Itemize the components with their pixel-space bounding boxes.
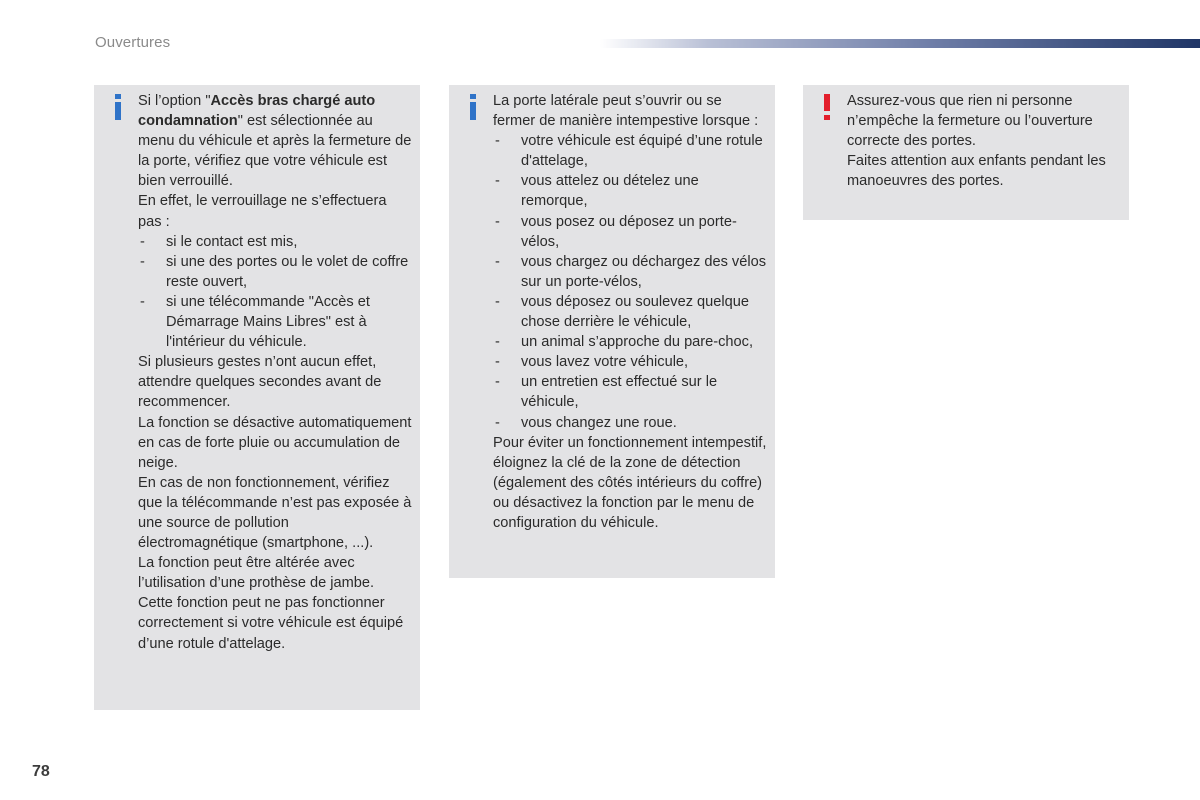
intro-prefix: Si l’option ": [138, 93, 211, 109]
list-item: - si une des portes ou le volet de coffre reste ouvert,: [140, 253, 409, 290]
condition-list: [138, 232, 412, 353]
header-gradient-bar: [600, 39, 1200, 48]
info-box-content: [493, 91, 767, 533]
warning-box-doors: [803, 85, 1129, 220]
list-item: - vous déposez ou soulevez quelque chose derrière le véhicule,: [495, 293, 749, 331]
list-item: - un entretien est effectué sur le véhicule,: [495, 374, 718, 411]
intro-paragraph: La porte latérale peut s’ouvrir ou se fermer de manière intempestive lorsque :: [493, 93, 759, 130]
intro-suffix: " est sélectionnée au menu du véhicule et après la fermeture de la porte, vérifiez que votre véhicule est bien verrouillé.: [138, 113, 412, 190]
warning-box-content: [847, 91, 1121, 191]
list-item: - votre véhicule est équipé d’une rotule d'attelage,: [495, 133, 763, 170]
info-box-content: [138, 91, 412, 654]
intro-paragraph: [138, 91, 412, 191]
info-box-side-door: [449, 85, 775, 578]
paragraph: La fonction se désactive automatiquement en cas de forte pluie ou accumulation de neige.: [138, 414, 412, 471]
info-box-auto-lock: [94, 85, 420, 710]
paragraph: Faites attention aux enfants pendant les manoeuvres des portes.: [847, 153, 1106, 190]
option-name: Accès bras chargé auto condamnation: [138, 93, 376, 130]
page-number: 78: [32, 763, 50, 780]
list-item: - vous lavez votre véhicule,: [495, 354, 689, 371]
list-item: - vous chargez ou déchargez des vélos sur un porte-vélos,: [495, 253, 767, 290]
info-icon: [467, 94, 479, 120]
info-icon: [112, 94, 124, 120]
cause-list: [493, 131, 767, 432]
paragraph: La fonction peut être altérée avec l’utilisation d’une prothèse de jambe.: [138, 555, 375, 592]
list-item: - vous attelez ou dételez une remorque,: [495, 173, 699, 210]
list-item: - vous posez ou déposez un porte-vélos,: [495, 213, 737, 250]
outro-paragraph: Pour éviter un fonctionnement intempestif, éloignez la clé de la zone de détection (également des côtés intérieurs du coffre) ou désactivez la fonction par le menu de configuration du véhicule.: [493, 434, 767, 531]
paragraph: Si plusieurs gestes n’ont aucun effet, attendre quelques secondes avant de recommencer.: [138, 354, 382, 411]
list-item: - un animal s’approche du pare-choc,: [495, 334, 754, 351]
section-title: Ouvertures: [95, 34, 171, 51]
paragraph: En cas de non fonctionnement, vérifiez que la télécommande n’est pas exposée à une source de pollution électromagnétique (smartphone, ...).: [138, 474, 412, 552]
paragraph: Assurez-vous que rien ni personne n’empêche la fermeture ou l’ouverture correcte des portes.: [847, 93, 1093, 150]
lock-condition: En effet, le verrouillage ne s’effectuera pas :: [138, 193, 387, 230]
paragraph: Cette fonction peut ne pas fonctionner correctement si votre véhicule est équipé d’une rotule d'attelage.: [138, 595, 404, 652]
list-item: - si le contact est mis,: [140, 233, 298, 250]
list-item: - vous changez une roue.: [495, 414, 677, 431]
warning-icon: [821, 94, 833, 120]
list-item: - si une télécommande "Accès et Démarrage Mains Libres" est à l'intérieur du véhicule.: [140, 293, 370, 351]
